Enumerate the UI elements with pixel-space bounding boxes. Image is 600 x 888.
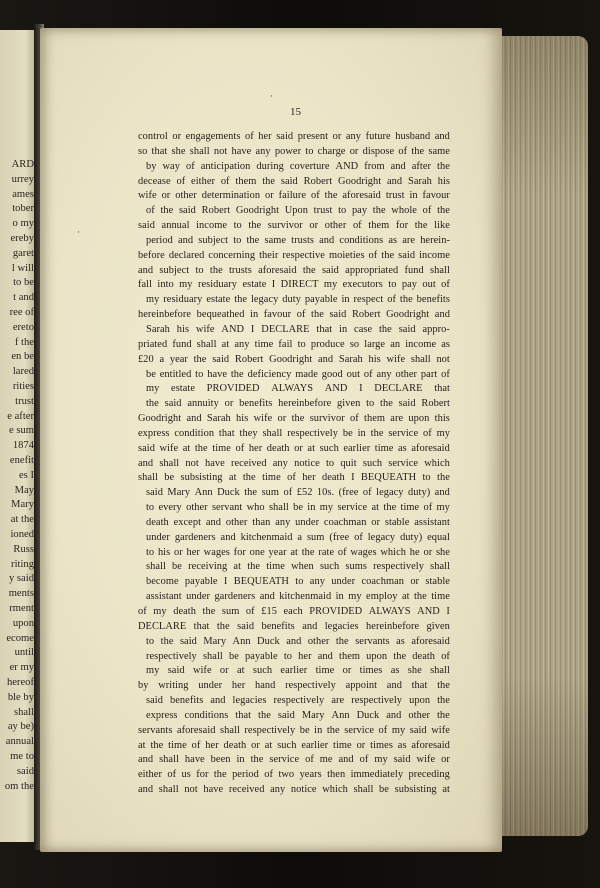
left-page-fragment: trust — [15, 395, 34, 407]
speck-mark: · — [270, 92, 273, 102]
left-page-fragment: rment — [9, 603, 34, 614]
text-line: be entitled to have the deficiency made good out of any other part of — [146, 368, 450, 380]
body-text — [138, 130, 450, 798]
text-line: Sarah his wife AND I DECLARE that in case the said appro- — [146, 323, 450, 335]
text-line: under gardeners and kitchenmaid a sum (free of legacy duty) equal — [146, 531, 450, 543]
text-line: said wife at the time of her death or at such earlier time as aforesaid — [138, 442, 450, 454]
left-facing-page — [0, 30, 36, 842]
text-line: my residuary estate the legacy duty payable in respect of the benefits — [146, 294, 450, 306]
left-page-fragment: annual — [5, 736, 34, 748]
left-page-fragment: ereby — [10, 233, 34, 244]
left-page-fragment: es I — [18, 469, 34, 481]
left-page-fragment: tober — [12, 203, 34, 215]
left-page-fragment: 1874 — [12, 440, 34, 452]
speck-mark: · — [77, 228, 80, 238]
page-number: 15 — [290, 106, 301, 118]
left-page-fragment: e sum — [8, 425, 34, 437]
text-line: either of us for the period of two years then immediately preceding — [138, 769, 450, 781]
text-line: fall into my residuary estate I DIRECT my executors to pay out of — [138, 279, 450, 291]
text-line: respectively shall be payable to her and them upon the death of — [146, 650, 450, 662]
left-page-fragment: shall — [13, 706, 34, 718]
text-line: and subject to the trusts aforesaid the said appropriated fund shall — [138, 264, 450, 276]
text-line: my estate PROVIDED ALWAYS AND I DECLARE that — [146, 383, 450, 395]
left-page-fragment: ay be) — [7, 721, 34, 733]
left-page-fragment: er my — [9, 662, 34, 674]
left-page-fragment: said — [16, 765, 34, 777]
left-page-fragment: rities — [12, 381, 34, 392]
left-page-fragment: ments — [8, 588, 34, 600]
text-line: become payable I BEQUEATH to any under coachman or stable — [146, 576, 450, 588]
text-line: priated fund shall at any time fail to produce so large an income as — [138, 338, 450, 350]
text-line: wife or other determination or failure of the aforesaid trust in favour — [138, 190, 450, 202]
text-line: control or engagements of her said present or any future husband and — [138, 131, 450, 142]
left-page-fragment: y said — [8, 573, 34, 585]
text-line: to his or her wages for one year at the rate of wages which he or she — [146, 546, 450, 558]
left-page-fragment: until — [14, 647, 34, 659]
left-page-fragment: t and — [13, 292, 34, 304]
left-page-fragment: en be — [11, 351, 34, 363]
left-page-fragment: at the — [10, 514, 34, 526]
text-line: and shall not have received any notice which shall be subsisting at — [138, 784, 450, 796]
left-page-fragment: Russ — [13, 543, 34, 555]
text-line: to every other servant who shall be in my service at the time of my — [146, 502, 450, 514]
left-page-fragment: garet — [12, 247, 34, 259]
left-page-fragment: urrey — [11, 173, 34, 185]
left-page-fragment: riting — [11, 558, 34, 570]
left-page-fragment: o my — [12, 218, 34, 230]
text-line: the said annuity or benefits hereinbefore given to the said Robert — [146, 398, 450, 410]
left-page-fragment: l will — [11, 262, 34, 274]
text-line: shall be receiving at the time when such sums respectively shall — [146, 561, 450, 573]
text-line: hereinbefore bequeathed in favour of the said Robert Goodright and — [138, 309, 450, 321]
left-page-fragment: ARD — [11, 159, 34, 170]
left-page-fragment: lared — [12, 366, 34, 378]
text-line: by way of anticipation during coverture AND from and after the — [146, 160, 450, 172]
left-page-fragment: f the — [14, 336, 34, 348]
text-line: by writing under her hand respectively appoint and that the — [138, 680, 450, 692]
text-line: said annual income to the survivor or other of them for the like — [138, 220, 450, 232]
left-page-fragment: ames — [12, 188, 34, 200]
left-page-fragment: ioned — [10, 529, 34, 540]
text-line: before declared concerning their respective moieties of the said income — [138, 249, 450, 261]
text-line: said benefits and legacies respectively are respectively upon the — [146, 695, 450, 707]
text-line: express condition that they shall respectively be in the service of my — [138, 427, 450, 439]
text-line: Goodright and Sarah his wife or the survivor of them are upon this — [138, 413, 450, 425]
left-page-fragment: to be — [13, 277, 34, 289]
text-line: assistant under gardeners and kitchenmaid in my employ at the time — [146, 591, 450, 603]
text-line: death except and other than any under coachman or stable assistant — [146, 516, 450, 528]
text-line: to the said Mary Ann Duck and other the servants as aforesaid — [146, 635, 450, 647]
left-page-fragment: May — [14, 484, 34, 496]
text-line: decease of either of them the said Robert Goodright and Sarah his — [138, 175, 450, 187]
text-line: my said wife or at such earlier time or times as she shall — [146, 665, 450, 677]
text-line: so that she shall not have any power to charge or dispose of the same — [138, 145, 450, 157]
left-page-fragment: e after — [7, 410, 34, 422]
page-edges — [492, 36, 588, 836]
text-line: and shall not have received any notice to quit such service which — [138, 457, 450, 469]
left-page-fragment: ree of — [9, 307, 34, 318]
left-page-fragment: hereof — [6, 677, 34, 688]
text-line: £20 a year the said Robert Goodright and Sarah his wife shall not — [138, 353, 450, 365]
left-page-fragment: ble by — [7, 691, 34, 703]
left-page-fragment: enefit — [9, 455, 34, 466]
text-line: servants aforesaid shall respectively be in the service of my said wife — [138, 724, 450, 736]
text-line: at the time of her death or at such earlier time or times as aforesaid — [138, 739, 450, 751]
left-page-fragment: om the — [4, 780, 34, 792]
text-line: of my death the sum of £15 each PROVIDED ALWAYS AND I — [138, 606, 450, 617]
left-page-fragment: upon — [12, 617, 34, 629]
left-page-fragment: ereto — [12, 321, 34, 333]
text-line: express conditions that the said Mary Ann Duck and other the — [146, 709, 450, 721]
left-page-fragment: ecome — [6, 632, 34, 644]
text-line: of the said Robert Goodright Upon trust to pay the whole of the — [146, 205, 450, 217]
left-page-fragment: me to — [10, 751, 34, 762]
text-line: period and subject to the same trusts and conditions as are herein- — [146, 234, 450, 246]
text-line: said Mary Ann Duck the sum of £52 10s. (free of legacy duty) and — [146, 487, 450, 499]
text-line: and shall have been in the service of me and of my said wife or — [138, 754, 450, 766]
text-line: shall be subsisting at the time of her death I BEQUEATH to the — [138, 472, 450, 484]
text-line: DECLARE that the said benefits and legacies hereinbefore given — [138, 620, 450, 632]
left-page-fragment: Mary — [11, 499, 34, 511]
